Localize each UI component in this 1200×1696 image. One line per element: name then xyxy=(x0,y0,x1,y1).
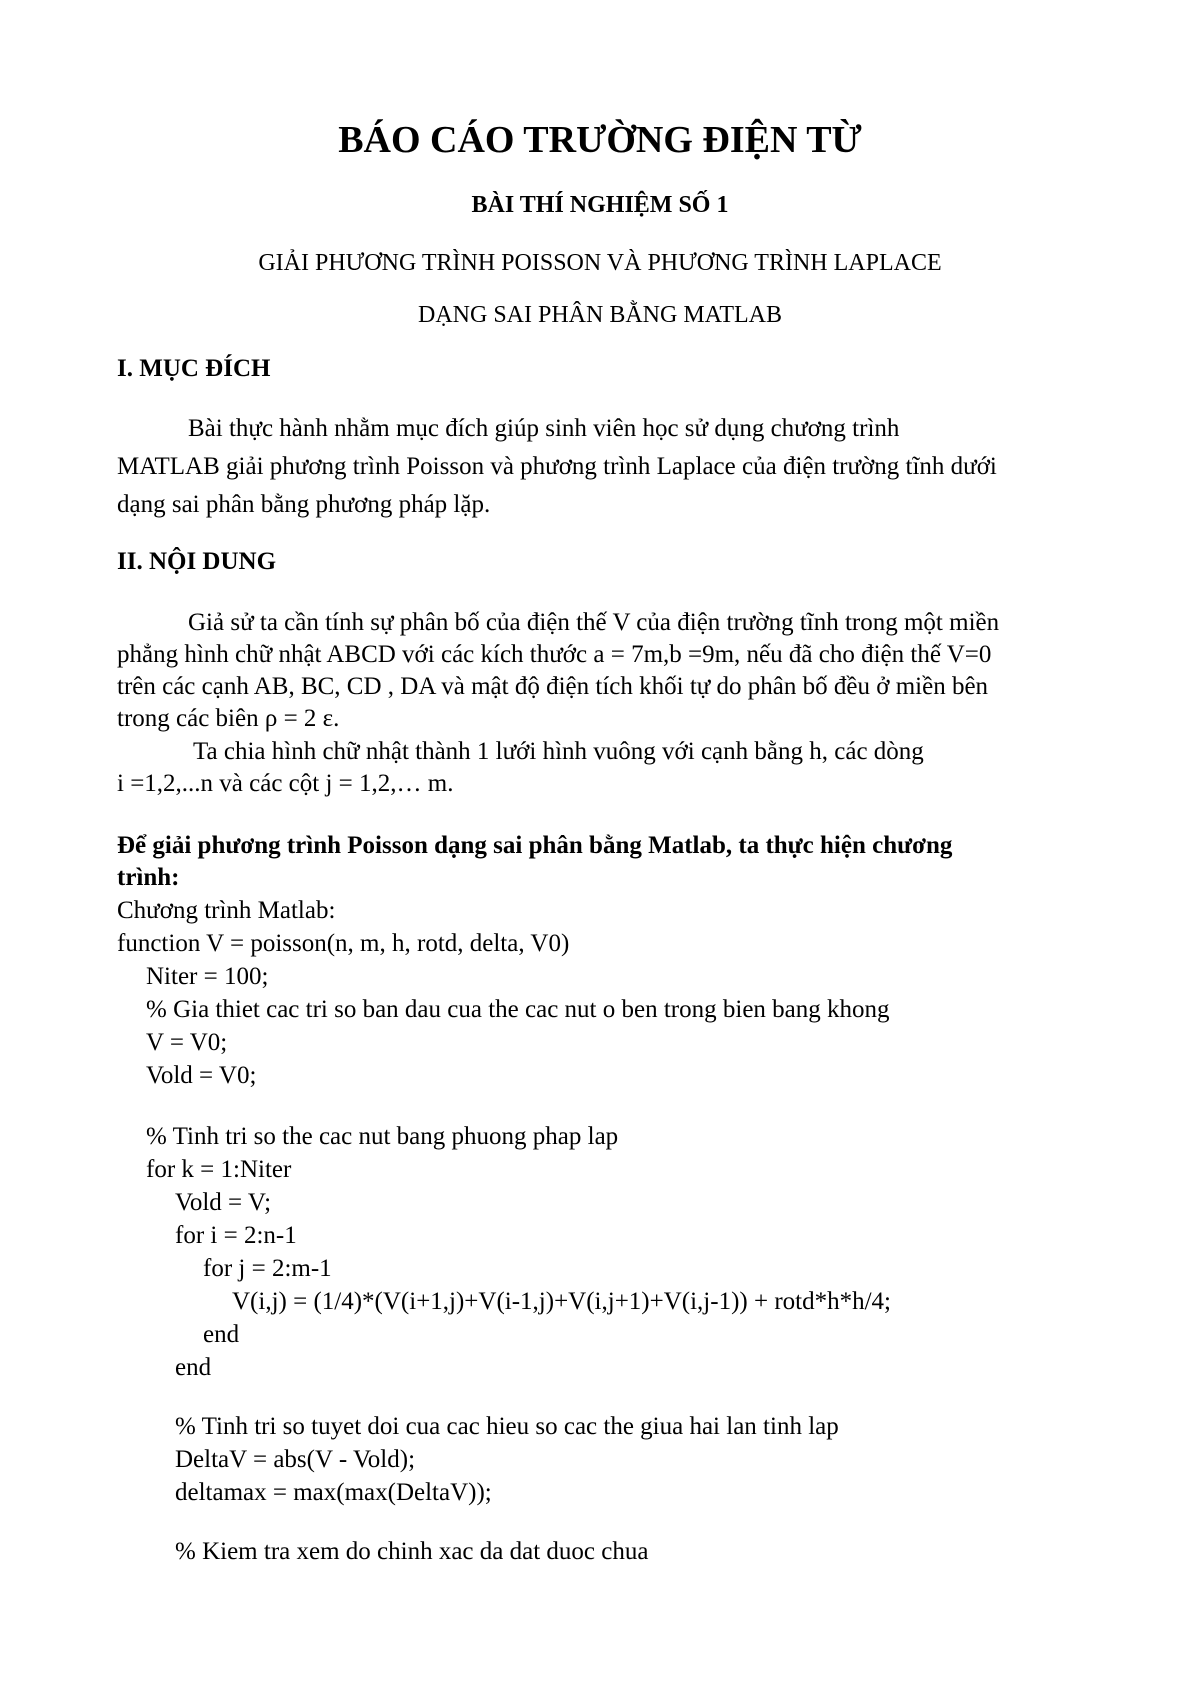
code-line: Vold = V; xyxy=(175,1189,272,1216)
code-comment-line: % Kiem tra xem do chinh xac da dat duoc chua xyxy=(175,1538,649,1565)
section-1-heading: I. MỤC ĐÍCH xyxy=(117,355,271,382)
program-heading-line-2: trình: xyxy=(117,864,180,891)
code-line: V = V0; xyxy=(146,1029,228,1056)
section-2-line: trong các biên ρ = 2 ε. xyxy=(117,705,340,732)
section-2-heading: II. NỘI DUNG xyxy=(117,548,277,575)
section-1-line: Bài thực hành nhằm mục đích giúp sinh viên học sử dụng chương trình xyxy=(188,415,900,442)
topic-line-2: DẠNG SAI PHÂN BẰNG MATLAB xyxy=(417,302,783,328)
code-line: DeltaV = abs(V - Vold); xyxy=(175,1446,416,1473)
code-line: function V = poisson(n, m, h, rotd, delta, V0) xyxy=(117,930,570,957)
section-2-line: trên các cạnh AB, BC, CD , DA và mật độ điện tích khối tự do phân bố đều ở miền bên xyxy=(117,673,989,700)
section-2-line: Ta chia hình chữ nhật thành 1 lưới hình vuông với cạnh bằng h, các dòng xyxy=(193,738,924,765)
section-1-line: dạng sai phân bằng phương pháp lặp. xyxy=(117,491,491,518)
code-line: for i = 2:n-1 xyxy=(175,1222,297,1249)
topic-line-1: GIẢI PHƯƠNG TRÌNH POISSON VÀ PHƯƠNG TRÌNH LAPLACE xyxy=(258,250,942,276)
program-heading-line-1: Để giải phương trình Poisson dạng sai phân bằng Matlab, ta thực hiện chương xyxy=(117,832,953,859)
section-2-line: i =1,2,...n và các cột j = 1,2,… m. xyxy=(117,770,454,797)
code-line: end xyxy=(175,1354,212,1381)
code-line: for j = 2:m-1 xyxy=(203,1255,332,1282)
code-line: Niter = 100; xyxy=(146,963,269,990)
code-comment-line: % Tinh tri so tuyet doi cua cac hieu so cac the giua hai lan tinh lap xyxy=(175,1413,839,1440)
code-comment-line: % Tinh tri so the cac nut bang phuong phap lap xyxy=(146,1123,619,1150)
section-2-line: phẳng hình chữ nhật ABCD với các kích thước a = 7m,b =9m, nếu đã cho điện thế V=0 xyxy=(117,641,992,668)
document-subtitle: BÀI THÍ NGHIỆM SỐ 1 xyxy=(471,192,729,218)
code-line: end xyxy=(203,1321,240,1348)
program-label: Chương trình Matlab: xyxy=(117,897,336,924)
code-comment-line: % Gia thiet cac tri so ban dau cua the cac nut o ben trong bien bang khong xyxy=(146,996,890,1023)
code-line: V(i,j) = (1/4)*(V(i+1,j)+V(i-1,j)+V(i,j+1)+V(i,j-1)) + rotd*h*h/4; xyxy=(232,1288,891,1315)
section-2-line: Giả sử ta cần tính sự phân bố của điện thế V của điện trường tĩnh trong một miền xyxy=(188,609,1000,636)
code-line: for k = 1:Niter xyxy=(146,1156,292,1183)
section-1-line: MATLAB giải phương trình Poisson và phương trình Laplace của điện trường tĩnh dưới xyxy=(117,453,997,480)
code-line: deltamax = max(max(DeltaV)); xyxy=(175,1479,492,1506)
document-title: BÁO CÁO TRƯỜNG ĐIỆN TỪ xyxy=(338,119,862,161)
code-line: Vold = V0; xyxy=(146,1062,257,1089)
